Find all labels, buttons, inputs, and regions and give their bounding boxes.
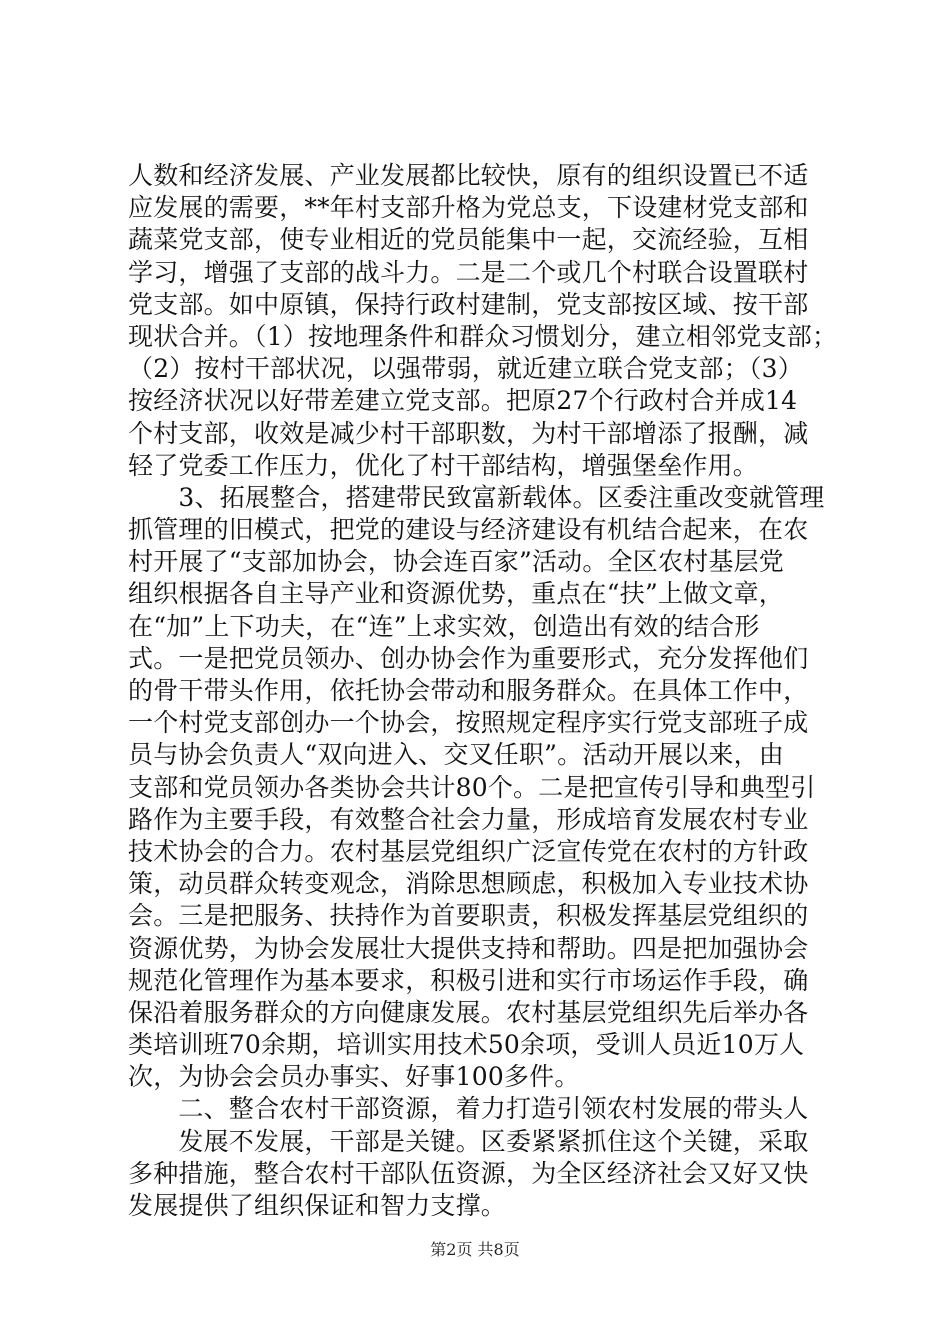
text-line: 路作为主要手段，有效整合社会力量，形成培育发展农村专业: [128, 804, 809, 834]
text-line: 学习，增强了支部的战斗力。二是二个或几个村联合设置联村: [128, 257, 809, 287]
text-line: 多种措施，整合农村干部队伍资源，为全区经济社会又好又快: [128, 1158, 809, 1188]
text-line: 支部和党员领办各类协会共计80个。二是把宣传引导和典型引: [128, 772, 816, 802]
text-line: 轻了党委工作压力，优化了村干部结构，增强堡垒作用。: [128, 450, 759, 480]
section-heading: 二、整合农村干部资源，着力打造引领农村发展的带头人: [128, 1094, 809, 1124]
text-line: 次，为协会会员办事实、好事100多件。: [128, 1062, 580, 1092]
text-line: 会。三是把服务、扶持作为首要职责，积极发挥基层党组织的: [128, 901, 809, 931]
text-line: 一个村党支部创办一个协会，按照规定程序实行党支部班子成: [128, 708, 809, 738]
text-line: 按经济状况以好带差建立党支部。把原27个行政村合并成14: [128, 386, 798, 416]
text-line: 策，动员群众转变观念，消除思想顾虑，积极加入专业技术协: [128, 869, 809, 899]
text-line: 发展不发展，干部是关键。区委紧紧抓住这个关键，采取: [128, 1126, 809, 1156]
text-line: 现状合并。（1）按地理条件和群众习惯划分，建立相邻党支部；: [128, 321, 838, 351]
text-line: 类培训班70余期，培训实用技术50余项，受训人员近10万人: [128, 1030, 805, 1060]
text-line: 组织根据各自主导产业和资源优势，重点在“扶”上做文章，: [128, 579, 784, 609]
text-line: 村开展了“支部加协会，协会连百家”活动。全区农村基层党: [128, 547, 784, 577]
text-line: 技术协会的合力。农村基层党组织广泛宣传党在农村的方针政: [128, 836, 809, 866]
text-line: 规范化管理作为基本要求，积极引进和实行市场运作手段，确: [128, 965, 809, 995]
text-line: 资源优势，为协会发展壮大提供支持和帮助。四是把加强协会: [128, 933, 809, 963]
text-line: 3、拓展整合，搭建带民致富新载体。区委注重改变就管理: [128, 482, 825, 512]
text-line: 的骨干带头作用，依托协会带动和服务群众。在具体工作中，: [128, 676, 809, 705]
text-line: （2）按村干部状况，以强带弱，就近建立联合党支部；（3）: [128, 354, 803, 384]
text-line: 抓管理的旧模式，把党的建设与经济建设有机结合起来，在农: [128, 515, 809, 545]
page-number-footer: 第2页 共8页: [430, 1240, 520, 1259]
text-line: 员与协会负责人“双向进入、交叉任职”。活动开展以来，由: [128, 740, 784, 770]
text-line: 蔬菜党支部，使专业相近的党员能集中一起，交流经验，互相: [128, 225, 809, 255]
text-line: 个村支部，收效是减少村干部职数，为村干部增添了报酬，减: [128, 418, 809, 448]
text-line: 式。一是把党员领办、创办协会作为重要形式，充分发挥他们: [128, 643, 809, 673]
text-line: 发展提供了组织保证和智力支撑。: [128, 1191, 507, 1220]
text-line: 党支部。如中原镇，保持行政村建制，党支部按区域、按干部: [128, 289, 809, 319]
text-line: 人数和经济发展、产业发展都比较快，原有的组织设置已不适: [128, 161, 809, 190]
body-text: [128, 160, 848, 1222]
text-line: 保沿着服务群众的方向健康发展。农村基层党组织先后举办各: [128, 997, 809, 1027]
text-line: 在“加”上下功夫，在“连”上求实效，创造出有效的结合形: [128, 611, 760, 641]
text-line: 应发展的需要，**年村支部升格为党总支，下设建材党支部和: [128, 193, 809, 223]
